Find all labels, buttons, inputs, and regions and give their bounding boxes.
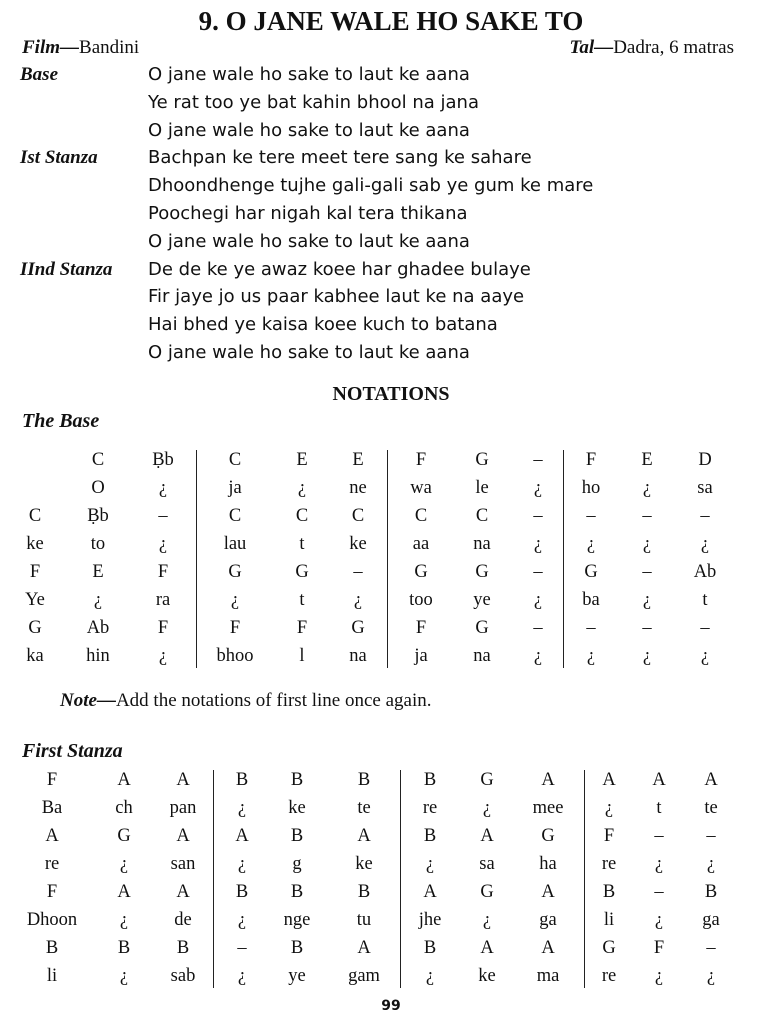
notation-syllable: ¿ [654,966,664,986]
notation-syllable: na [473,646,491,666]
notation-note: G [295,562,309,582]
notation-syllable: ke [26,534,44,554]
notation-syllable: ¿ [237,910,247,930]
notation-note: A [235,826,249,846]
notation-note: B [602,882,616,902]
notation-syllable: nge [283,910,311,930]
notation-syllable: aa [412,534,430,554]
notation-syllable: ¿ [654,854,664,874]
notation-note: B [235,770,249,790]
measure-bar [584,770,585,988]
notation-note: B [290,882,304,902]
notation-syllable: ¿ [230,590,240,610]
notation-note: G [117,826,131,846]
notation-note: – [533,450,543,470]
notation-note: – [654,882,664,902]
notation-note: B [423,826,437,846]
notation-note: Ab [86,618,110,638]
notation-note: E [92,562,104,582]
notation-note: B [423,938,437,958]
notation-note: F [296,618,308,638]
lyric-text: O jane wale ho sake to laut ke aana [148,119,470,141]
notation-note: – [533,562,543,582]
notation-syllable: ja [414,646,428,666]
notation-syllable: Ye [25,590,45,610]
notation-syllable: tu [356,910,372,930]
lyric-text: Bachpan ke tere meet tere sang ke sahare [148,147,532,169]
notation-note: E [296,450,308,470]
tal-label: Tal [569,37,595,58]
lyric-section-label: Base [20,64,58,85]
lyric-text: O jane wale ho sake to laut ke aana [148,230,470,252]
notation-syllable: ¿ [586,534,596,554]
notation-syllable: ¿ [533,534,543,554]
notation-syllable: ¿ [158,534,168,554]
notation-syllable: ba [582,590,600,610]
notation-syllable: ¿ [119,966,129,986]
base-section-title: The Base [22,410,100,432]
notation-note: F [653,938,665,958]
notation-note: – [158,506,168,526]
notation-syllable: ¿ [642,646,652,666]
notation-note: B [357,770,371,790]
notation-syllable: ¿ [482,798,492,818]
notation-note: F [46,770,58,790]
notation-note: A [480,826,494,846]
notation-note: A [117,882,131,902]
notation-syllable: wa [410,478,432,498]
measure-bar [400,770,401,988]
lyric-text: Hai bhed ye kaisa koee kuch to batana [148,314,498,336]
notation-syllable: Dhoon [26,910,78,930]
notation-note: C [475,506,489,526]
lyric-section-label: IInd Stanza [20,258,113,280]
notation-note: B [704,882,718,902]
notation-note: C [414,506,428,526]
notation-syllable: re [601,854,617,874]
notation-syllable: ¿ [700,646,710,666]
notation-syllable: to [90,534,106,554]
notation-syllable: mee [532,798,564,818]
notation-note: C [28,506,42,526]
notation-syllable: ¿ [237,798,247,818]
notation-note: F [585,450,597,470]
notation-note: B [423,770,437,790]
notation-syllable: ¿ [297,478,307,498]
lyric-section-label: Ist Stanza [20,147,98,169]
notation-syllable: ha [539,854,557,874]
notation-note: – [654,826,664,846]
notation-syllable: bhoo [216,646,254,666]
notation-note: – [706,938,716,958]
notation-note: C [91,450,105,470]
notation-note: Ḅb [87,506,109,526]
notation-note: E [352,450,364,470]
notation-syllable: ¿ [604,798,614,818]
notation-syllable: t [656,798,662,818]
notation-syllable: t [702,590,708,610]
notation-note: A [45,826,59,846]
notation-note: G [475,618,489,638]
notation-note: – [642,506,652,526]
note-text: Add the notations of first line once again. [115,690,432,711]
notation-syllable: ra [155,590,171,610]
notation-note: A [176,882,190,902]
notation-note: G [541,826,555,846]
notation-syllable: ¿ [158,646,168,666]
notation-syllable: ¿ [706,854,716,874]
notation-note: F [157,618,169,638]
notation-note: – [700,618,710,638]
notation-note: A [176,826,190,846]
notation-note: A [357,826,371,846]
notation-note: A [117,770,131,790]
notation-note: A [541,882,555,902]
notation-note: – [237,938,247,958]
notation-syllable: ¿ [533,646,543,666]
notation-syllable: ja [228,478,242,498]
measure-bar [213,770,214,988]
lyric-text: Fir jaye jo us paar kabhee laut ke na aaye [148,286,525,308]
notation-note: A [652,770,666,790]
notation-note: B [176,938,190,958]
notation-syllable: ¿ [642,478,652,498]
notation-note: F [415,618,427,638]
notation-syllable: re [44,854,60,874]
notation-syllable: ¿ [119,854,129,874]
notation-note: Ab [693,562,717,582]
notation-note: – [700,506,710,526]
notation-syllable: sab [170,966,196,986]
notation-note: C [295,506,309,526]
note-dash: — [96,690,116,711]
notation-note: Ḅb [152,450,174,470]
notation-syllable: ¿ [237,966,247,986]
notation-note: G [28,618,42,638]
notation-syllable: lau [223,534,247,554]
lyric-text: O jane wale ho sake to laut ke aana [148,341,470,363]
notation-note: – [353,562,363,582]
notation-note: E [641,450,653,470]
notation-syllable: too [409,590,433,610]
notation-syllable: g [292,854,302,874]
notation-syllable: li [603,910,615,930]
notation-note: G [475,450,489,470]
notation-syllable: re [422,798,438,818]
film-dash: — [60,37,80,58]
notation-note: A [176,770,190,790]
notation-note: A [541,938,555,958]
lyric-text: Poochegi har nigah kal tera thikana [148,202,468,224]
notation-syllable: ¿ [533,590,543,610]
notation-note: G [480,882,494,902]
notation-note: – [586,506,596,526]
notation-syllable: ¿ [654,910,664,930]
notation-syllable: ne [349,478,367,498]
notation-syllable: ¿ [353,590,363,610]
notation-note: A [704,770,718,790]
notation-note: B [290,826,304,846]
notation-syllable: ye [473,590,491,610]
notation-syllable: ¿ [700,534,710,554]
first-stanza-title: First Stanza [22,740,123,762]
notation-note: B [235,882,249,902]
notation-syllable: re [601,966,617,986]
notation-syllable: ¿ [642,534,652,554]
notation-note: A [541,770,555,790]
notation-syllable: O [91,478,105,498]
notation-note: – [706,826,716,846]
lyric-text: Dhoondhenge tujhe gali-gali sab ye gum ke mare [148,175,594,197]
notation-note: A [357,938,371,958]
notation-syllable: ho [581,478,601,498]
tal-dash: — [594,37,614,58]
notation-note: B [117,938,131,958]
notation-syllable: ¿ [93,590,103,610]
notation-note: – [533,618,543,638]
notation-note: F [29,562,41,582]
notation-syllable: ¿ [425,966,435,986]
notation-note: B [290,770,304,790]
notation-syllable: hin [86,646,110,666]
lyric-text: De de ke ye awaz koee har ghadee bulaye [148,258,531,280]
notation-syllable: t [299,590,305,610]
notation-syllable: ga [539,910,557,930]
notation-note: G [475,562,489,582]
notation-note: – [642,618,652,638]
notation-note: C [228,450,242,470]
notations-heading: NOTATIONS [332,383,450,405]
notation-syllable: ga [702,910,720,930]
notation-note: F [603,826,615,846]
notation-note: – [642,562,652,582]
notation-syllable: ma [536,966,560,986]
notation-syllable: ch [115,798,133,818]
notation-note: F [157,562,169,582]
notation-note: B [357,882,371,902]
notation-syllable: sa [697,478,713,498]
notation-note: C [228,506,242,526]
notation-syllable: ke [349,534,367,554]
notation-note: A [423,882,437,902]
notation-syllable: ke [355,854,373,874]
notation-syllable: na [349,646,367,666]
notation-syllable: ye [288,966,306,986]
notation-note: A [602,770,616,790]
lyric-text: O jane wale ho sake to laut ke aana [148,64,470,85]
notation-syllable: t [299,534,305,554]
notation-syllable: gam [348,966,380,986]
notation-syllable: ¿ [119,910,129,930]
notation-note: F [46,882,58,902]
notation-syllable: ¿ [533,478,543,498]
notation-note: F [229,618,241,638]
notation-note: C [351,506,365,526]
notation-note: B [290,938,304,958]
notation-note: G [584,562,598,582]
notation-note: – [586,618,596,638]
notation-syllable: na [473,534,491,554]
page-number: 99 [381,998,401,1014]
notation-syllable: jhe [418,910,442,930]
notation-syllable: ¿ [425,854,435,874]
song-title: 9. O JANE WALE HO SAKE TO [198,6,584,36]
notation-syllable: ¿ [706,966,716,986]
notation-note: G [228,562,242,582]
notation-syllable: ¿ [586,646,596,666]
notation-syllable: ke [478,966,496,986]
note-label: Note [60,690,97,711]
notation-syllable: te [357,798,371,818]
notation-syllable: ¿ [237,854,247,874]
notation-note: G [351,618,365,638]
notation-syllable: Ba [41,798,63,818]
notation-note: – [533,506,543,526]
notation-note: A [480,938,494,958]
notation-syllable: te [704,798,718,818]
notation-note: G [602,938,616,958]
notation-syllable: ka [26,646,44,666]
notation-syllable: sa [479,854,495,874]
film-label: Film [22,37,61,58]
notation-note: G [414,562,428,582]
notation-syllable: pan [169,798,197,818]
notation-syllable: l [299,646,305,666]
notation-syllable: san [170,854,196,874]
notation-syllable: ke [288,798,306,818]
notation-syllable: ¿ [482,910,492,930]
lyric-text: Ye rat too ye bat kahin bhool na jana [148,91,479,113]
notation-syllable: li [46,966,58,986]
notation-syllable: le [475,478,489,498]
notation-note: G [480,770,494,790]
notation-syllable: de [174,910,192,930]
notation-syllable: ¿ [158,478,168,498]
notation-note: B [45,938,59,958]
notation-note: F [415,450,427,470]
tal-value: Dadra, 6 matras [613,37,734,58]
notation-note: D [698,450,712,470]
notation-syllable: ¿ [642,590,652,610]
film-value: Bandini [79,37,140,58]
